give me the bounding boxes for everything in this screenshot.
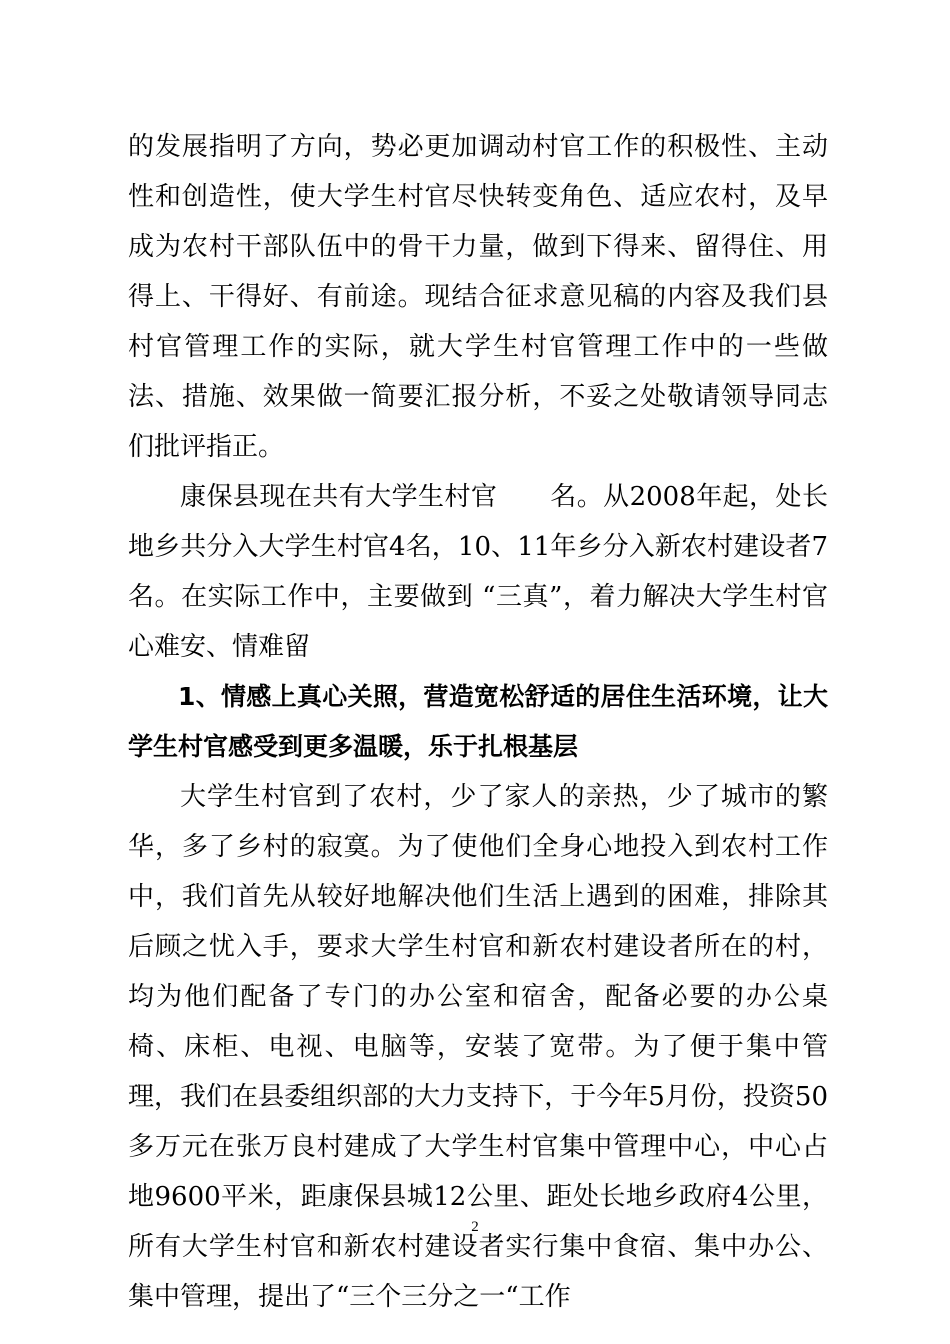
document-body [128,122,828,1322]
paragraph-section-1-body: 大学生村官到了农村，少了家人的亲热，少了城市的繁华，多了乡村的寂寞。为了使他们全身心地投入到农村工作中，我们首先从较好地解决他们生活上遇到的困难，排除其后顾之忧入手，要求大学生村官和新农村建设者所在的村，均为他们配备了专门的办公室和宿舍，配备必要的办公桌椅、床柜、电视、电脑等，安装了宽带。为了便于集中管理，我们在县委组织部的大力支持下，于今年5月份，投资50多万元在张万良村建成了大学生村官集中管理中心，中心占地9600平米，距康保县城12公里、距处长地乡政府4公里，所有大学生村官和新农村建设者实行集中食宿、集中办公、集中管理，提出了“三个三分之一“工作 [128,782,828,1312]
paragraph-intro-continuation: 的发展指明了方向，势必更加调动村官工作的积极性、主动性和创造性，使大学生村官尽快转变角色、适应农村，及早成为农村干部队伍中的骨干力量，做到下得来、留得住、用得上、干得好、有前途。现结合征求意见稿的内容及我们县村官管理工作的实际，就大学生村官管理工作中的一些做法、措施、效果做一简要汇报分析，不妥之处敬请领导同志们批评指正。 [128,132,828,462]
section-heading-1: 1、情感上真心关照，营造宽松舒适的居住生活环境，让大学生村官感受到更多温暖，乐于扎根基层 [128,682,828,761]
paragraph-kangbao-overview: 康保县现在共有大学生村官 名。从2008年起，处长地乡共分入大学生村官4名，10、11年乡分入新农村建设者7名。在实际工作中，主要做到 “三真”，着力解决大学生村官心难安、情难留 [128,482,828,662]
page-number: 2 [471,1219,479,1235]
